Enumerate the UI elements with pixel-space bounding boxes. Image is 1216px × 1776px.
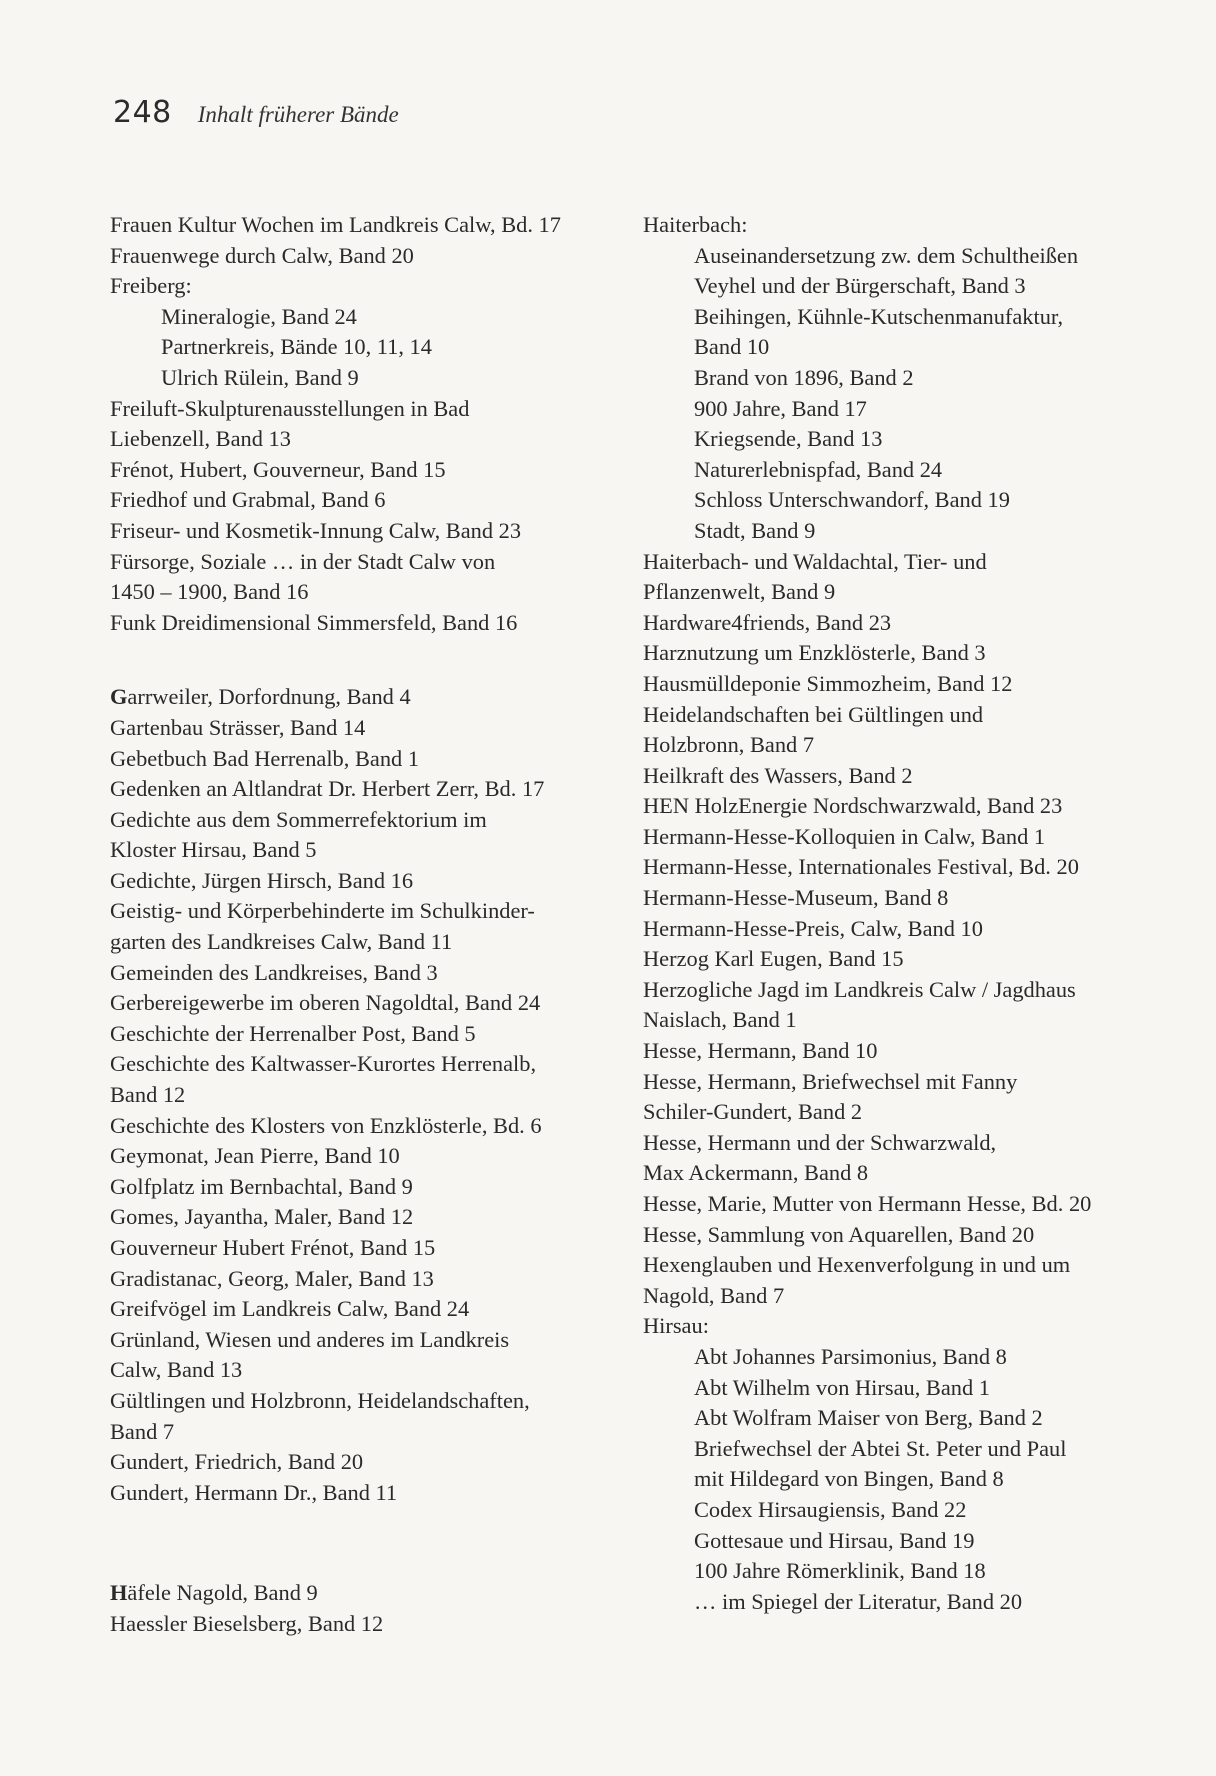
index-entry	[110, 1578, 630, 1609]
index-entry: Hermann-Hesse-Kolloquien in Calw, Band 1	[643, 823, 1046, 849]
index-entry: Calw, Band 13	[110, 1357, 243, 1383]
index-entry: garten des Landkreises Calw, Band 11	[110, 929, 453, 955]
index-entry: Grünland, Wiesen und anderes im Landkreis	[110, 1326, 510, 1352]
index-entry: 1450 – 1900, Band 16	[110, 579, 309, 605]
index-subentry: Partnerkreis, Bände 10, 11, 14	[161, 334, 432, 360]
index-entry: Gedichte, Jürgen Hirsch, Band 16	[110, 867, 414, 893]
index-entry: Freiluft-Skulpturenausstellungen in Bad	[110, 395, 470, 421]
index-subentry: Naturerlebnispfad, Band 24	[694, 456, 943, 482]
index-subentry: 900 Jahre, Band 17	[694, 395, 867, 421]
index-entry: Gundert, Friedrich, Band 20	[110, 1449, 364, 1475]
index-entry: Gundert, Hermann Dr., Band 11	[110, 1479, 398, 1505]
index-entry	[110, 682, 630, 713]
index-entry: Gradistanac, Georg, Maler, Band 13	[110, 1265, 434, 1291]
running-title: Inhalt früherer Bände	[197, 102, 399, 127]
index-entry: Band 12	[110, 1082, 186, 1108]
index-subentry: Ulrich Rülein, Band 9	[161, 364, 359, 390]
index-entry: Naislach, Band 1	[643, 1007, 797, 1033]
index-entry: Hermann-Hesse-Preis, Calw, Band 10	[643, 915, 983, 941]
index-entry: Frauenwege durch Calw, Band 20	[110, 242, 414, 268]
index-entry: Schiler-Gundert, Band 2	[643, 1099, 863, 1125]
index-entry: Hesse, Sammlung von Aquarellen, Band 20	[643, 1221, 1035, 1247]
index-entry: Frauen Kultur Wochen im Landkreis Calw, Bd. 17	[110, 212, 561, 237]
index-entry: Gartenbau Strässer, Band 14	[110, 714, 366, 740]
section-initial: G	[110, 684, 128, 710]
index-entry: Band 7	[110, 1418, 175, 1444]
index-entry: Haiterbach:	[643, 212, 748, 237]
index-subentry: Codex Hirsaugiensis, Band 22	[694, 1496, 967, 1522]
index-entry: Hexenglauben und Hexenverfolgung in und um	[643, 1252, 1071, 1278]
section-gap	[110, 1508, 630, 1578]
section-initial: H	[110, 1580, 128, 1606]
index-entry: Fürsorge, Soziale … in der Stadt Calw von	[110, 548, 496, 574]
index-entry: Hesse, Marie, Mutter von Hermann Hesse, Bd. 20	[643, 1191, 1092, 1216]
page-header	[113, 95, 399, 130]
index-subentry: Stadt, Band 9	[694, 517, 816, 543]
index-entry: Gomes, Jayantha, Maler, Band 12	[110, 1204, 414, 1230]
index-entry: Golfplatz im Bernbachtal, Band 9	[110, 1173, 413, 1199]
index-column-left	[110, 210, 630, 1640]
index-entry: Geschichte der Herrenalber Post, Band 5	[110, 1020, 476, 1046]
index-subentry: Abt Wolfram Maiser von Berg, Band 2	[694, 1405, 1043, 1431]
index-entry: Friseur- und Kosmetik-Innung Calw, Band 23	[110, 517, 522, 543]
index-entry: Funk Dreidimensional Simmersfeld, Band 16	[110, 609, 518, 635]
index-entry: Pflanzenwelt, Band 9	[643, 579, 836, 605]
index-entry: Geschichte des Klosters von Enzklösterle, Bd. 6	[110, 1112, 542, 1138]
entry-text: arrweiler, Dorfordnung, Band 4	[127, 684, 411, 710]
index-subentry: Gottesaue und Hirsau, Band 19	[694, 1527, 975, 1553]
index-column-right	[643, 210, 1203, 1617]
index-entry: Geistig- und Körperbehinderte im Schulkinder-	[110, 898, 535, 924]
index-entry: Hardware4friends, Band 23	[643, 609, 892, 635]
index-entry: Hausmülldeponie Simmozheim, Band 12	[643, 670, 1013, 696]
index-subentry: 100 Jahre Römerklinik, Band 18	[694, 1558, 986, 1584]
index-entry: Geschichte des Kaltwasser-Kurortes Herrenalb,	[110, 1051, 537, 1077]
index-subentry: Briefwechsel der Abtei St. Peter und Paul	[694, 1435, 1067, 1461]
index-subentry: Beihingen, Kühnle-Kutschenmanufaktur,	[694, 303, 1064, 329]
index-subentry: Veyhel und der Bürgerschaft, Band 3	[694, 273, 1026, 299]
index-entry: Hesse, Hermann, Band 10	[643, 1038, 878, 1064]
index-entry: Harznutzung um Enzklösterle, Band 3	[643, 640, 986, 666]
index-entry: Gedichte aus dem Sommerrefektorium im	[110, 806, 487, 832]
page-number: 248	[113, 95, 172, 130]
index-subentry: Kriegsende, Band 13	[694, 426, 883, 452]
index-entry: Holzbronn, Band 7	[643, 732, 815, 758]
index-subentry: Abt Johannes Parsimonius, Band 8	[694, 1343, 1007, 1369]
index-entry: Gebetbuch Bad Herrenalb, Band 1	[110, 745, 420, 771]
index-entry: Herzog Karl Eugen, Band 15	[643, 946, 904, 972]
index-entry: Freiberg:	[110, 273, 192, 299]
index-entry: Kloster Hirsau, Band 5	[110, 837, 317, 863]
index-subentry: Band 10	[694, 334, 770, 360]
index-entry: Gedenken an Altlandrat Dr. Herbert Zerr, Bd. 17	[110, 776, 545, 802]
index-subentry: Schloss Unterschwandorf, Band 19	[694, 487, 1010, 513]
index-entry: Hirsau:	[643, 1313, 709, 1339]
index-entry: Gerbereigewerbe im oberen Nagoldtal, Band 24	[110, 990, 541, 1016]
index-entry: Heilkraft des Wassers, Band 2	[643, 762, 913, 788]
index-entry: Liebenzell, Band 13	[110, 426, 291, 452]
index-entry: Geymonat, Jean Pierre, Band 10	[110, 1143, 400, 1169]
index-entry: Hesse, Hermann, Briefwechsel mit Fanny	[643, 1068, 1018, 1094]
index-subentry: mit Hildegard von Bingen, Band 8	[694, 1466, 1004, 1492]
index-subentry: Brand von 1896, Band 2	[694, 364, 914, 390]
index-entry: Hesse, Hermann und der Schwarzwald,	[643, 1129, 997, 1155]
index-subentry: Mineralogie, Band 24	[161, 303, 357, 329]
index-entry: Haiterbach- und Waldachtal, Tier- und	[643, 548, 987, 574]
index-entry: Hermann-Hesse-Museum, Band 8	[643, 885, 949, 911]
index-entry: Heidelandschaften bei Gültlingen und	[643, 701, 984, 727]
index-entry: HEN HolzEnergie Nordschwarzwald, Band 23	[643, 793, 1063, 819]
index-subentry: … im Spiegel der Literatur, Band 20	[694, 1588, 1023, 1614]
entry-text: äfele Nagold, Band 9	[127, 1580, 318, 1606]
section-gap	[110, 638, 630, 682]
index-entry: Friedhof und Grabmal, Band 6	[110, 487, 386, 513]
index-entry: Herzogliche Jagd im Landkreis Calw / Jagdhaus	[643, 976, 1076, 1002]
index-entry: Gültlingen und Holzbronn, Heidelandschaften,	[110, 1387, 530, 1413]
index-entry: Hermann-Hesse, Internationales Festival, Bd. 20	[643, 854, 1079, 880]
index-entry: Greifvögel im Landkreis Calw, Band 24	[110, 1296, 470, 1322]
index-subentry: Auseinandersetzung zw. dem Schultheißen	[694, 242, 1079, 268]
index-subentry: Abt Wilhelm von Hirsau, Band 1	[694, 1374, 990, 1400]
index-entry: Gemeinden des Landkreises, Band 3	[110, 959, 438, 985]
index-entry: Max Ackermann, Band 8	[643, 1160, 869, 1186]
index-entry: Frénot, Hubert, Gouverneur, Band 15	[110, 456, 446, 482]
index-entry: Gouverneur Hubert Frénot, Band 15	[110, 1235, 436, 1260]
index-entry: Haessler Bieselsberg, Band 12	[110, 1610, 384, 1636]
index-entry: Nagold, Band 7	[643, 1282, 785, 1308]
